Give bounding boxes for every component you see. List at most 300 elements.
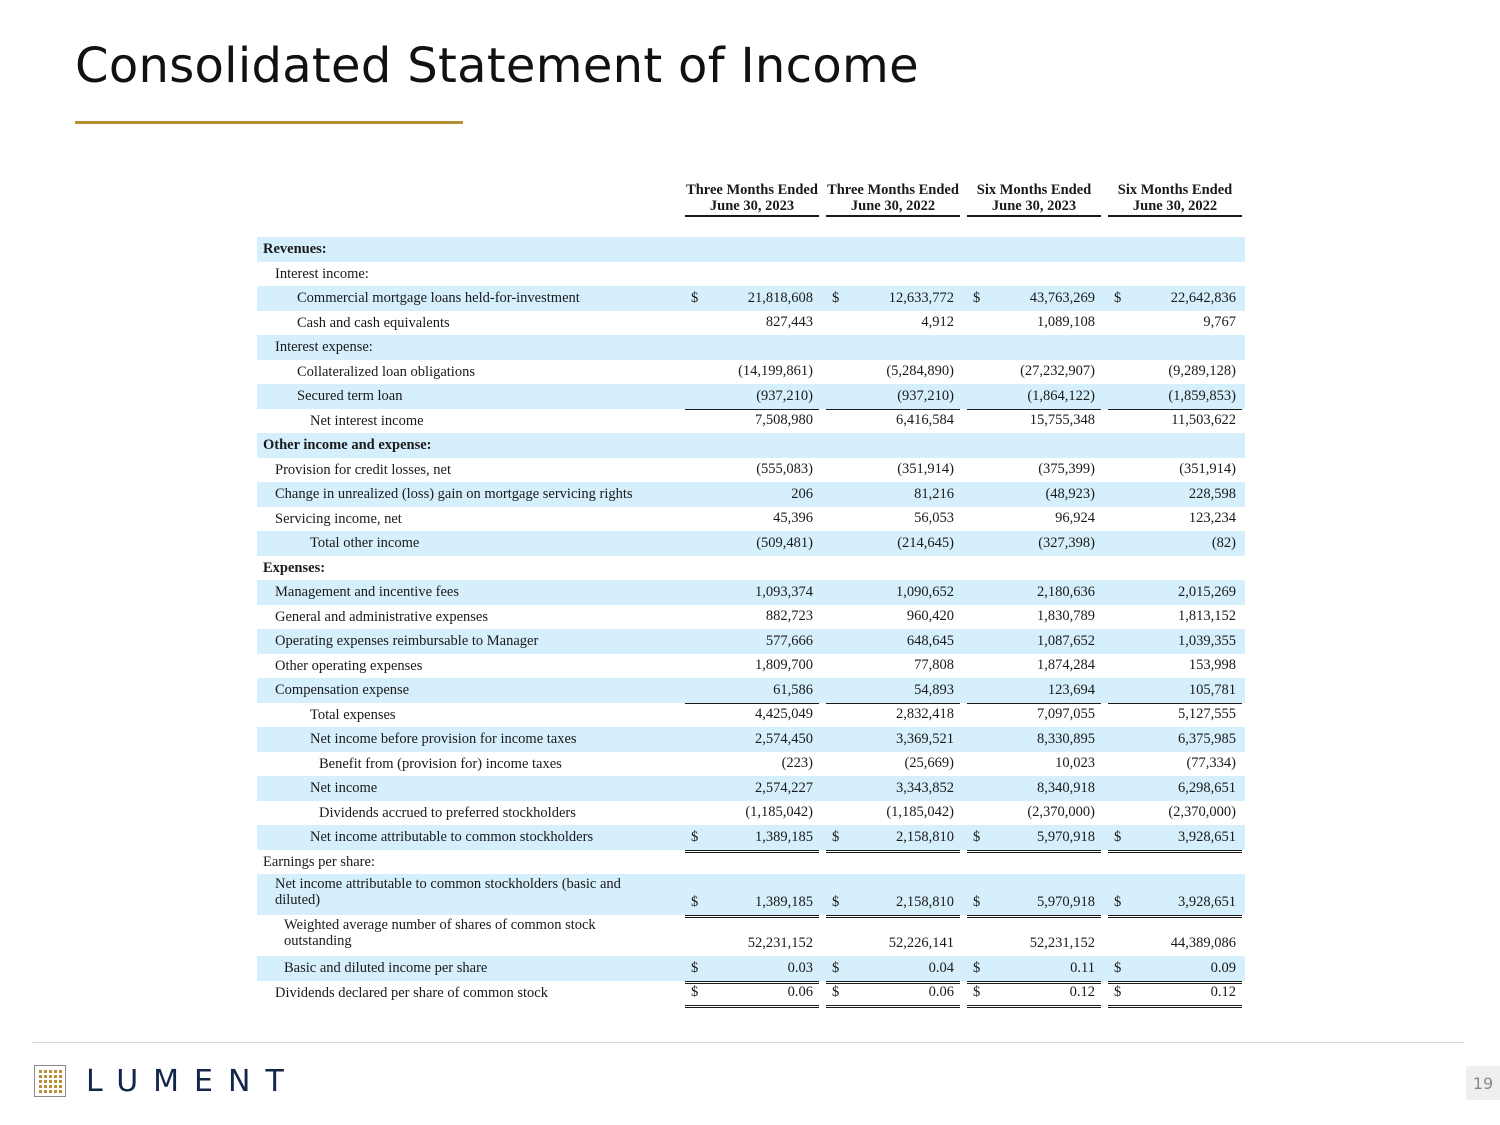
cell-value: 0.04 — [928, 959, 954, 976]
table-cell — [826, 915, 960, 956]
cell-value: 2,180,636 — [1037, 583, 1095, 600]
table-cell — [826, 678, 960, 704]
table-cell — [1108, 629, 1242, 654]
table-cell — [685, 981, 819, 1009]
table-cell — [1108, 458, 1242, 483]
table-cell — [685, 915, 819, 956]
cell-value: 1,090,652 — [896, 583, 954, 600]
logo-dot — [54, 1070, 57, 1073]
row-label-net-income-attributable-to-common-stockholders: Net income attributable to common stockholders — [310, 829, 594, 845]
table-cell — [685, 629, 819, 654]
table-cell — [1108, 286, 1242, 311]
table-cell — [1108, 956, 1242, 984]
table-row — [257, 286, 1245, 311]
column-header: Three Months Ended June 30, 2022 — [826, 160, 960, 217]
table-cell — [685, 262, 819, 287]
table-cell — [967, 981, 1101, 1009]
cell-value: 577,666 — [765, 632, 813, 649]
table-row — [257, 482, 1245, 507]
table-row — [257, 703, 1245, 728]
table-cell — [685, 433, 819, 458]
cell-value: (2,370,000) — [1027, 804, 1095, 820]
cell-value: 1,093,374 — [755, 583, 813, 600]
title-underline — [75, 121, 463, 124]
logo-dot — [59, 1070, 62, 1073]
table-cell — [1108, 360, 1242, 385]
table-cell — [685, 776, 819, 801]
cell-value: (27,232,907) — [1020, 363, 1095, 379]
table-cell — [1108, 981, 1242, 1009]
cell-value: 4,912 — [921, 314, 954, 330]
cell-value: 52,226,141 — [888, 935, 954, 951]
logo-dot — [39, 1080, 42, 1083]
table-cell — [826, 776, 960, 801]
table-cell — [1108, 752, 1242, 778]
table-row — [257, 981, 1245, 1006]
table-cell — [685, 458, 819, 483]
cell-value: 52,231,152 — [1029, 935, 1095, 951]
cell-value: (937,210) — [756, 387, 813, 404]
cell-value: (351,914) — [897, 461, 954, 477]
table-cell — [826, 580, 960, 605]
table-cell — [685, 360, 819, 385]
cell-value: 81,216 — [914, 485, 954, 502]
table-row — [257, 727, 1245, 752]
table-row — [257, 776, 1245, 801]
table-cell — [685, 703, 819, 729]
logo-dot — [39, 1085, 42, 1088]
table-cell — [826, 981, 960, 1009]
cell-value: 1,039,355 — [1178, 632, 1236, 649]
table-cell — [967, 752, 1101, 778]
footer-divider — [32, 1042, 1464, 1043]
row-label-interest-income: Interest income: — [275, 265, 369, 282]
table-row — [257, 850, 1245, 875]
table-cell — [967, 580, 1101, 605]
cell-value: (223) — [781, 755, 813, 771]
cell-value: 4,425,049 — [755, 706, 813, 722]
cell-value: (555,083) — [756, 461, 813, 477]
cell-value: (937,210) — [897, 387, 954, 404]
table-cell — [826, 311, 960, 336]
table-cell — [1108, 237, 1242, 262]
cell-value: 6,375,985 — [1178, 730, 1236, 747]
currency-symbol: $ — [1114, 959, 1122, 976]
row-label-servicing-income-net: Servicing income, net — [275, 510, 402, 527]
logo-dot — [59, 1085, 62, 1088]
table-cell — [685, 678, 819, 704]
cell-value: 8,330,895 — [1037, 730, 1095, 747]
row-label-secured-term-loan: Secured term loan — [297, 388, 403, 404]
cell-value: 77,808 — [914, 657, 954, 673]
cell-value: (351,914) — [1179, 461, 1236, 477]
row-label-revenues: Revenues: — [263, 241, 327, 257]
cell-value: 123,234 — [1188, 510, 1236, 526]
table-cell — [967, 915, 1101, 956]
cell-value: 2,158,810 — [896, 894, 954, 910]
table-cell — [967, 703, 1101, 729]
currency-symbol: $ — [973, 959, 981, 976]
logo-dot — [39, 1070, 42, 1073]
row-label-basic-and-diluted-income-per-share: Basic and diluted income per share — [284, 960, 488, 976]
cell-value: 61,586 — [773, 681, 813, 698]
table-cell — [1108, 482, 1242, 507]
row-label-total-other-income: Total other income — [310, 535, 420, 551]
table-cell — [967, 433, 1101, 458]
table-cell — [685, 956, 819, 984]
table-cell — [826, 727, 960, 752]
cell-value: 7,097,055 — [1037, 706, 1095, 722]
table-cell — [826, 384, 960, 410]
table-cell — [685, 850, 819, 875]
cell-value: 45,396 — [773, 510, 813, 526]
row-label-expenses: Expenses: — [263, 559, 326, 576]
cell-value: 22,642,836 — [1170, 289, 1236, 306]
table-row — [257, 507, 1245, 532]
logo-dot — [54, 1080, 57, 1083]
table-cell — [1108, 915, 1242, 956]
table-cell — [826, 458, 960, 483]
table-cell — [967, 874, 1101, 918]
table-row — [257, 384, 1245, 409]
table-cell — [967, 654, 1101, 679]
table-cell — [1108, 311, 1242, 336]
logo-dot — [54, 1090, 57, 1093]
logo-dot — [49, 1090, 52, 1093]
table-cell — [1108, 678, 1242, 704]
cell-value: (1,185,042) — [745, 804, 813, 820]
cell-value: 1,089,108 — [1037, 314, 1095, 330]
row-label-weighted-average-number-of-shares-of-common-stock-outstanding: Weighted average number of shares of common stock outstanding — [284, 917, 596, 949]
table-cell — [685, 580, 819, 605]
cell-value: 3,343,852 — [896, 779, 954, 796]
cell-value: 3,928,651 — [1178, 828, 1236, 845]
logo-dot — [44, 1085, 47, 1088]
table-cell — [826, 752, 960, 778]
cell-value: 21,818,608 — [747, 289, 813, 306]
logo-dot — [49, 1080, 52, 1083]
cell-value: (214,645) — [897, 534, 954, 551]
cell-value: 1,087,652 — [1037, 632, 1095, 649]
cell-value: (77,334) — [1186, 755, 1236, 771]
table-row — [257, 237, 1245, 262]
cell-value: 0.11 — [1070, 959, 1095, 976]
cell-value: 0.12 — [1210, 984, 1236, 1000]
table-cell — [826, 801, 960, 827]
cell-value: (1,185,042) — [886, 804, 954, 820]
table-cell — [826, 433, 960, 458]
table-row — [257, 874, 1245, 915]
table-row — [257, 433, 1245, 458]
logo-dot — [44, 1075, 47, 1078]
cell-value: (375,399) — [1038, 461, 1095, 477]
table-cell — [967, 850, 1101, 875]
row-label-operating-expenses-reimbursable-to-manager: Operating expenses reimbursable to Manager — [275, 633, 539, 649]
cell-value: 44,389,086 — [1170, 935, 1236, 951]
table-cell — [1108, 262, 1242, 287]
table-cell — [1108, 874, 1242, 918]
table-cell — [826, 531, 960, 556]
table-row — [257, 956, 1245, 981]
table-cell — [967, 956, 1101, 984]
currency-symbol: $ — [973, 894, 981, 910]
table-cell — [1108, 825, 1242, 853]
row-label-net-interest-income: Net interest income — [310, 412, 424, 429]
currency-symbol: $ — [973, 289, 981, 306]
logo-dot — [49, 1085, 52, 1088]
cell-value: 12,633,772 — [888, 289, 954, 306]
row-label-total-expenses: Total expenses — [310, 706, 396, 723]
table-cell — [826, 825, 960, 853]
logo-dot — [44, 1080, 47, 1083]
cell-value: 228,598 — [1188, 485, 1236, 502]
table-row — [257, 360, 1245, 385]
table-cell — [1108, 433, 1242, 458]
table-cell — [685, 752, 819, 778]
column-header: Three Months Ended June 30, 2023 — [685, 160, 819, 217]
cell-value: 3,369,521 — [896, 730, 954, 747]
cell-value: 0.03 — [787, 959, 813, 976]
cell-value: (48,923) — [1045, 485, 1095, 502]
table-cell — [685, 237, 819, 262]
table-cell — [826, 956, 960, 984]
table-cell — [685, 335, 819, 360]
table-row — [257, 409, 1245, 434]
column-header: Six Months Ended June 30, 2022 — [1108, 160, 1242, 217]
table-cell — [685, 874, 819, 918]
cell-value: 5,127,555 — [1178, 706, 1236, 722]
currency-symbol: $ — [1114, 984, 1122, 1000]
cell-value: 56,053 — [914, 510, 954, 526]
row-label-dividends-accrued-to-preferred-stockholders: Dividends accrued to preferred stockholders — [319, 804, 576, 821]
cell-value: 0.06 — [928, 984, 954, 1000]
currency-symbol: $ — [973, 828, 981, 845]
cell-value: 15,755,348 — [1029, 412, 1095, 428]
row-label-compensation-expense: Compensation expense — [275, 682, 410, 698]
cell-value: 153,998 — [1188, 657, 1236, 673]
currency-symbol: $ — [691, 828, 699, 845]
column-header-row — [257, 160, 1245, 237]
table-cell — [967, 801, 1101, 827]
cell-value: (2,370,000) — [1168, 804, 1236, 820]
table-cell — [1108, 335, 1242, 360]
cell-value: 2,015,269 — [1178, 583, 1236, 600]
cell-value: 54,893 — [914, 681, 954, 698]
table-cell — [685, 605, 819, 630]
cell-value: (82) — [1211, 534, 1236, 551]
table-cell — [1108, 850, 1242, 875]
statement-rows — [257, 237, 1245, 1005]
page-number: 19 — [1466, 1066, 1500, 1100]
cell-value: 1,389,185 — [755, 828, 813, 845]
cell-value: 3,928,651 — [1178, 894, 1236, 910]
table-cell — [967, 384, 1101, 410]
currency-symbol: $ — [832, 894, 840, 910]
table-cell — [967, 237, 1101, 262]
table-cell — [967, 605, 1101, 630]
table-cell — [1108, 556, 1242, 581]
table-cell — [685, 531, 819, 556]
logo-dot — [49, 1070, 52, 1073]
logo-dot — [59, 1090, 62, 1093]
cell-value: 8,340,918 — [1037, 779, 1095, 796]
currency-symbol: $ — [691, 959, 699, 976]
table-cell — [1108, 776, 1242, 801]
table-cell — [967, 727, 1101, 752]
row-label-other-operating-expenses: Other operating expenses — [275, 657, 423, 674]
table-row — [257, 752, 1245, 777]
cell-value: 2,574,227 — [755, 779, 813, 796]
table-cell — [967, 531, 1101, 556]
logo-dot — [54, 1085, 57, 1088]
table-cell — [967, 776, 1101, 801]
table-cell — [967, 360, 1101, 385]
cell-value: 52,231,152 — [747, 935, 813, 951]
row-label-provision-for-credit-losses-net: Provision for credit losses, net — [275, 461, 451, 478]
cell-value: 1,813,152 — [1178, 608, 1236, 624]
table-cell — [967, 409, 1101, 434]
table-row — [257, 825, 1245, 850]
cell-value: 11,503,622 — [1171, 412, 1236, 428]
table-row — [257, 678, 1245, 703]
table-row — [257, 458, 1245, 483]
table-cell — [826, 286, 960, 311]
table-cell — [1108, 654, 1242, 679]
table-cell — [967, 458, 1101, 483]
cell-value: 1,874,284 — [1037, 657, 1095, 673]
table-cell — [967, 556, 1101, 581]
table-cell — [685, 311, 819, 336]
table-row — [257, 915, 1245, 956]
row-label-cash-and-cash-equivalents: Cash and cash equivalents — [297, 314, 450, 331]
table-cell — [1108, 384, 1242, 410]
currency-symbol: $ — [832, 289, 840, 306]
table-cell — [826, 605, 960, 630]
logo-dot — [39, 1075, 42, 1078]
currency-symbol: $ — [973, 984, 981, 1000]
table-cell — [1108, 580, 1242, 605]
table-cell — [1108, 531, 1242, 556]
row-label-dividends-declared-per-share-of-common-stock: Dividends declared per share of common stock — [275, 984, 548, 1001]
table-cell — [967, 678, 1101, 704]
table-cell — [826, 874, 960, 918]
table-cell — [967, 629, 1101, 654]
row-label-interest-expense: Interest expense: — [275, 339, 373, 355]
cell-value: (1,864,122) — [1027, 387, 1095, 404]
table-cell — [1108, 507, 1242, 533]
table-cell — [685, 409, 819, 434]
table-cell — [685, 727, 819, 752]
column-header: Six Months Ended June 30, 2023 — [967, 160, 1101, 217]
cell-value: 2,832,418 — [896, 706, 954, 722]
cell-value: 96,924 — [1055, 510, 1095, 526]
table-cell — [826, 507, 960, 533]
table-cell — [826, 556, 960, 581]
cell-value: 9,767 — [1203, 314, 1236, 330]
cell-value: 2,574,450 — [755, 730, 813, 747]
table-row — [257, 629, 1245, 654]
row-label-commercial-mortgage-loans-held-for-investment: Commercial mortgage loans held-for-investment — [297, 290, 580, 306]
table-row — [257, 311, 1245, 336]
cell-value: 882,723 — [765, 608, 813, 624]
row-label-other-income-and-expense: Other income and expense: — [263, 437, 432, 453]
table-cell — [967, 286, 1101, 311]
table-cell — [1108, 409, 1242, 434]
cell-value: 0.09 — [1210, 959, 1236, 976]
row-label-net-income: Net income — [310, 780, 378, 796]
cell-value: (327,398) — [1038, 534, 1095, 551]
income-statement-table — [257, 160, 1245, 1005]
currency-symbol: $ — [832, 828, 840, 845]
table-cell — [1108, 703, 1242, 729]
table-cell — [685, 801, 819, 827]
page-title: Consolidated Statement of Income — [75, 38, 919, 94]
cell-value: (509,481) — [756, 534, 813, 551]
logo-dot — [49, 1075, 52, 1078]
table-cell — [685, 286, 819, 311]
currency-symbol: $ — [1114, 828, 1122, 845]
cell-value: 7,508,980 — [755, 412, 813, 428]
table-cell — [826, 703, 960, 729]
currency-symbol: $ — [1114, 894, 1122, 910]
cell-value: 6,416,584 — [896, 412, 954, 428]
table-cell — [685, 384, 819, 410]
logo-dot — [39, 1090, 42, 1093]
table-cell — [826, 482, 960, 507]
table-cell — [967, 507, 1101, 533]
currency-symbol: $ — [832, 984, 840, 1000]
table-cell — [826, 409, 960, 434]
brand-name: LUMENT — [86, 1064, 299, 1099]
cell-value: 0.12 — [1069, 984, 1095, 1000]
table-cell — [1108, 605, 1242, 630]
cell-value: (9,289,128) — [1168, 363, 1236, 379]
row-label-change-in-unrealized-loss-gain-on-mortgage-servicing-rights: Change in unrealized (loss) gain on mortgage servicing rights — [275, 486, 633, 502]
row-label-collateralized-loan-obligations: Collateralized loan obligations — [297, 363, 475, 380]
cell-value: 5,970,918 — [1037, 894, 1095, 910]
table-row — [257, 605, 1245, 630]
table-row — [257, 335, 1245, 360]
row-label-benefit-from-provision-for-income-taxes: Benefit from (provision for) income taxes — [319, 755, 562, 772]
table-cell — [685, 654, 819, 679]
cell-value: 648,645 — [906, 632, 954, 649]
table-row — [257, 580, 1245, 605]
table-row — [257, 531, 1245, 556]
table-cell — [826, 629, 960, 654]
row-label-net-income-attributable-to-common-stockholders-basic-and-diluted: Net income attributable to common stockholders (basic and diluted) — [275, 876, 621, 908]
table-cell — [826, 262, 960, 287]
table-cell — [826, 654, 960, 679]
row-label-earnings-per-share: Earnings per share: — [263, 853, 375, 870]
cell-value: (1,859,853) — [1168, 387, 1236, 404]
cell-value: 43,763,269 — [1029, 289, 1095, 306]
table-cell — [826, 335, 960, 360]
cell-value: 206 — [791, 485, 813, 502]
cell-value: 123,694 — [1047, 681, 1095, 698]
currency-symbol: $ — [691, 289, 699, 306]
currency-symbol: $ — [832, 959, 840, 976]
table-row — [257, 801, 1245, 826]
cell-value: 1,830,789 — [1037, 608, 1095, 624]
cell-value: 1,809,700 — [755, 657, 813, 673]
table-cell — [826, 850, 960, 875]
table-cell — [826, 360, 960, 385]
cell-value: 10,023 — [1055, 755, 1095, 771]
logo-dot — [44, 1090, 47, 1093]
row-label-net-income-before-provision-for-income-taxes: Net income before provision for income taxes — [310, 731, 577, 747]
currency-symbol: $ — [691, 894, 699, 910]
logo-dot — [54, 1075, 57, 1078]
